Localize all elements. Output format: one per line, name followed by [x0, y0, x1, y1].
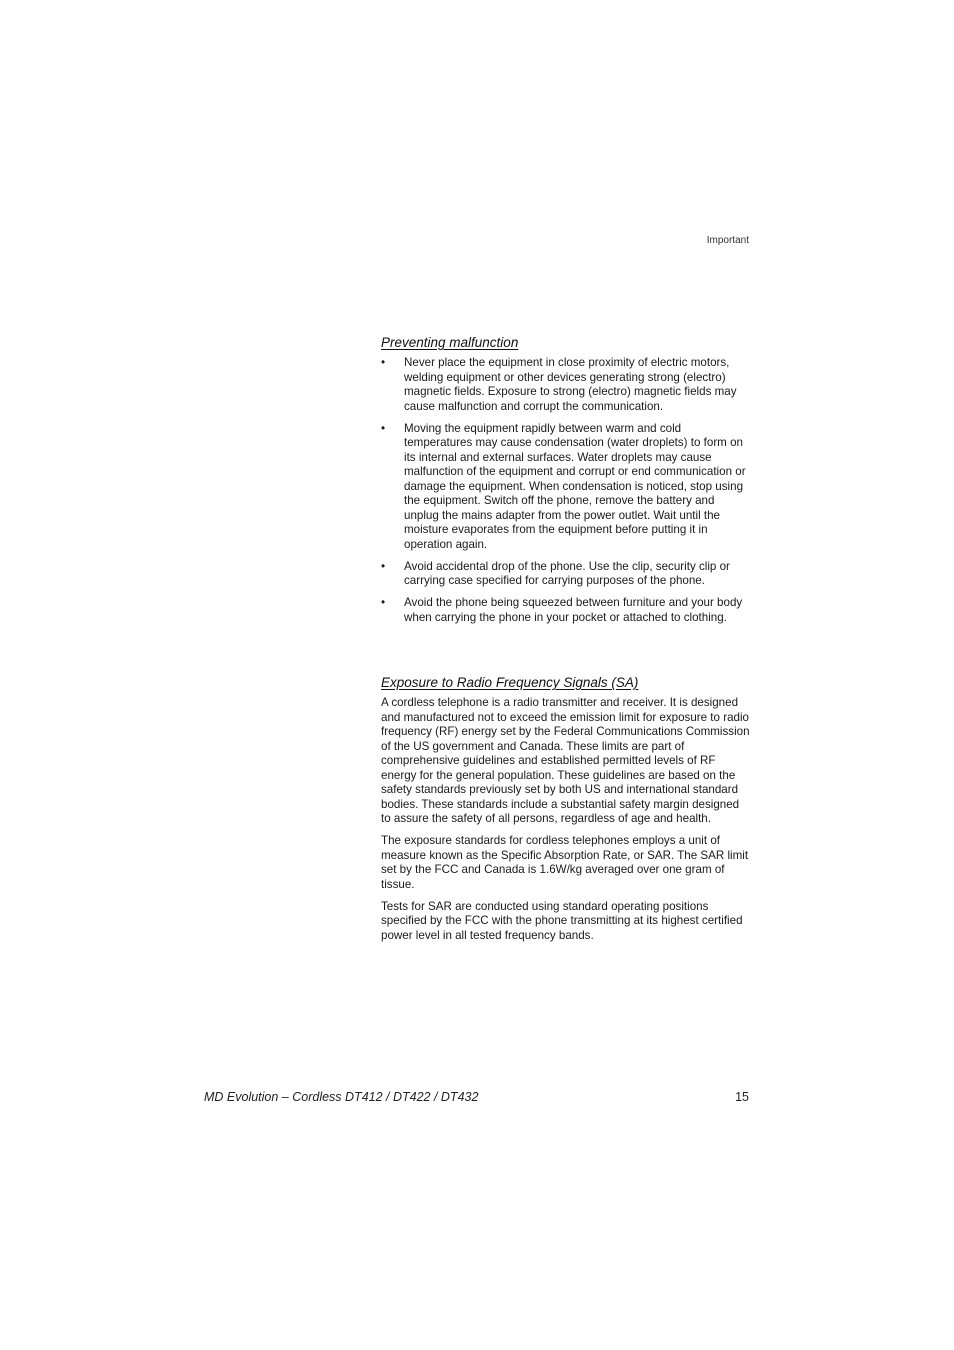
paragraph: A cordless telephone is a radio transmitter and receiver. It is designed and manufactured not to exceed the emission limit for exposure to radio frequency (RF) energy set by the Federal Communications Commission of the US government and Canada. These limits are part of comprehensive guidelines and established permitted levels of RF energy for the general population. These guidelines are based on the safety standards previously set by both US and international standard bodies. These standards include a substantial safety margin designed to assure the safety of all persons, regardless of age and health.: [381, 696, 750, 825]
list-item: [381, 422, 751, 553]
list-item: [381, 356, 751, 414]
list-item-text: Avoid accidental drop of the phone. Use the clip, security clip or carrying case specified for carrying purposes of the phone.: [404, 559, 730, 587]
paragraph: The exposure standards for cordless telephones employs a unit of measure known as the Specific Absorption Rate, or SAR. The SAR limit set by the FCC and Canada is 1.6W/kg averaged over one gram of tissue.: [381, 834, 749, 891]
paragraph: Tests for SAR are conducted using standard operating positions specified by the FCC with the phone transmitting at its highest certified power level in all tested frequency bands.: [381, 899, 743, 942]
section-preventing-malfunction: [381, 334, 751, 674]
page-content: [381, 334, 751, 951]
page-number: 15: [735, 1090, 749, 1104]
section-heading: Exposure to Radio Frequency Signals (SA): [381, 675, 639, 690]
bullet-icon: •: [381, 356, 386, 369]
bullet-icon: •: [381, 559, 386, 573]
bullet-list: [381, 356, 751, 625]
list-item-text: Never place the equipment in close proximity of electric motors, welding equipment or other devices generating strong (electro) magnetic fields. Exposure to strong (electro) magnetic fields may cause malfunction and corrupt the communication.: [404, 356, 737, 413]
section-heading: Preventing malfunction: [381, 335, 519, 350]
list-item-text: Moving the equipment rapidly between warm and cold temperatures may cause condensation (water droplets) to form on its internal and external surfaces. Water droplets may cause malfunction of the equipment and corrupt or end communication or damage the equipment. When condensation is noticed, stop using the equipment. Switch off the phone, remove the battery and unplug the mains adapter from the power outlet. Wait until the moisture evaporates from the equipment before putting it in operation again.: [404, 421, 746, 551]
list-item-text: Avoid the phone being squeezed between furniture and your body when carrying the phone in your pocket or attached to clothing.: [404, 596, 743, 624]
bullet-icon: •: [381, 596, 386, 609]
section-rf-exposure: [381, 674, 751, 943]
list-item: [381, 596, 751, 625]
bullet-icon: •: [381, 421, 386, 435]
running-header: Important: [706, 235, 749, 246]
list-item: [381, 560, 751, 589]
footer-document-title: MD Evolution – Cordless DT412 / DT422 / DT432: [204, 1090, 479, 1104]
